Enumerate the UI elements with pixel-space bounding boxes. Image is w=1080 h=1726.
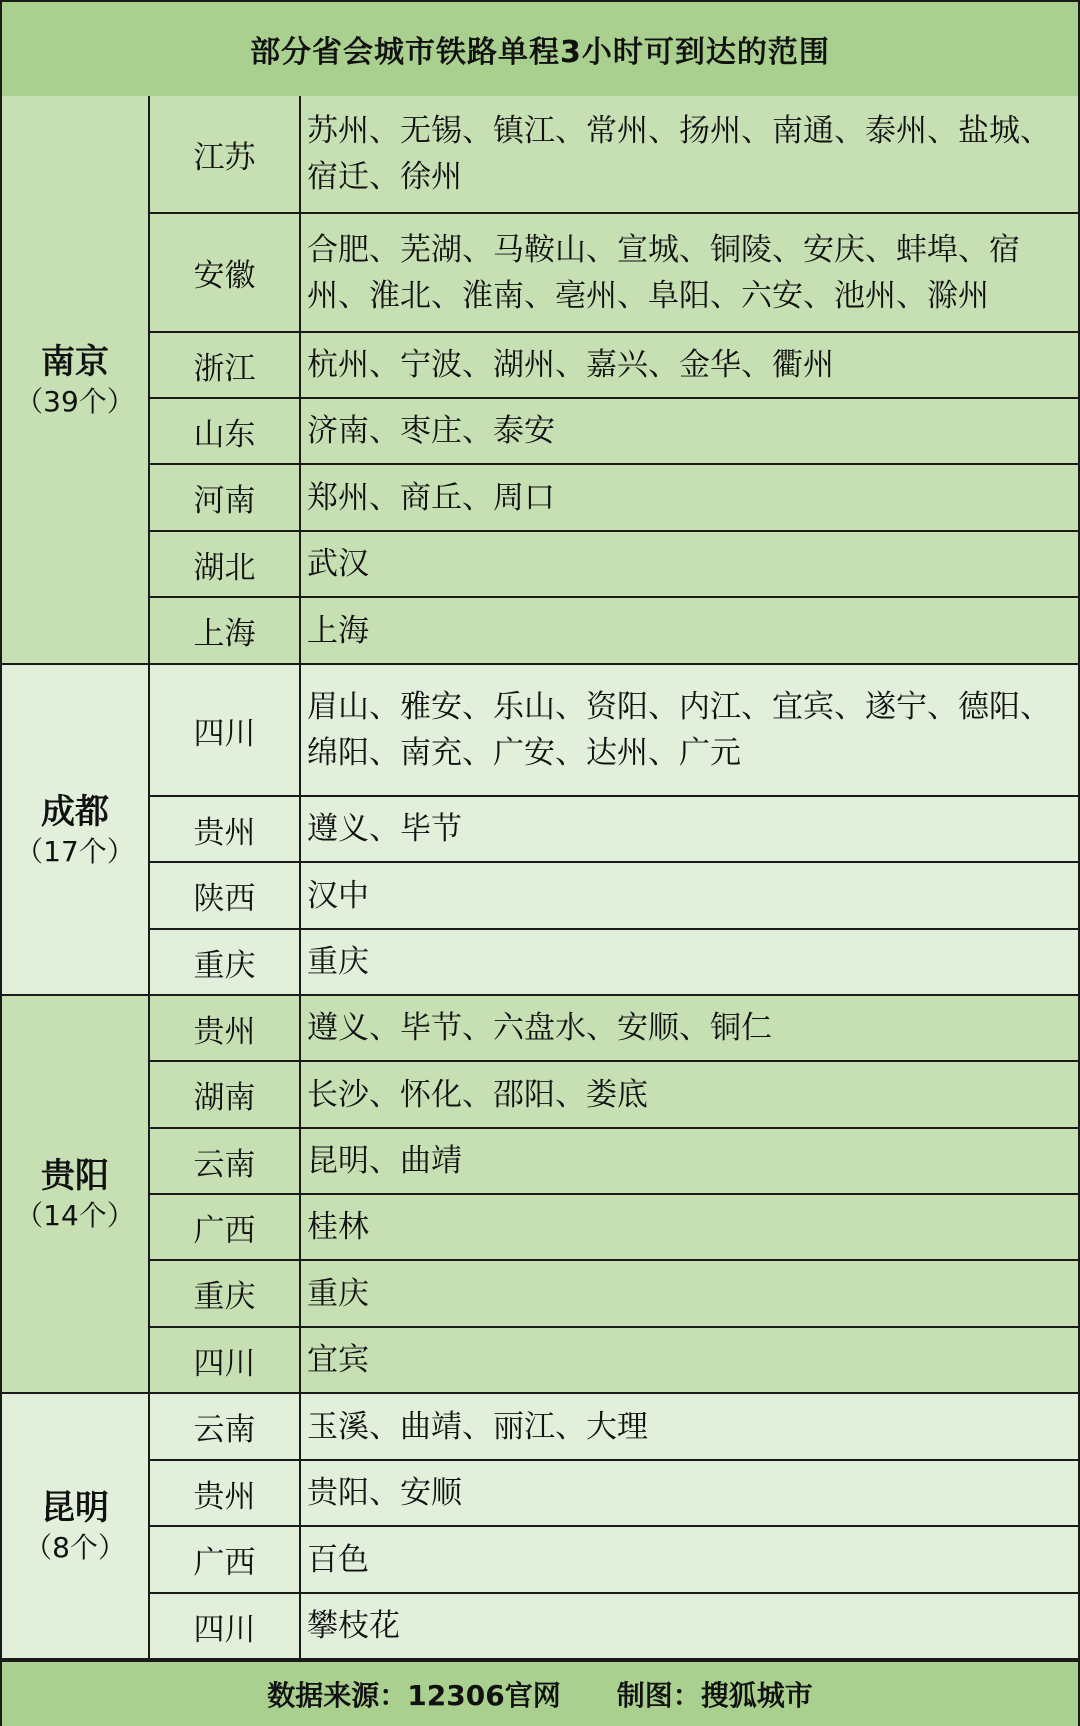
city-list-cell: 遵义、毕节 bbox=[301, 797, 1078, 863]
province-cell: 上海 bbox=[150, 598, 301, 665]
province-cell: 四川 bbox=[150, 1328, 301, 1394]
hub-name: 南京 bbox=[41, 341, 109, 382]
city-list-cell: 重庆 bbox=[301, 930, 1078, 996]
city-list-cell: 长沙、怀化、邵阳、娄底 bbox=[301, 1062, 1078, 1129]
province-cell: 湖北 bbox=[150, 532, 301, 598]
province-cell: 贵州 bbox=[150, 996, 301, 1062]
city-list-cell: 合肥、芜湖、马鞍山、宣城、铜陵、安庆、蚌埠、宿州、淮北、淮南、亳州、阜阳、六安、池州、滁州 bbox=[301, 214, 1078, 333]
table-footer bbox=[2, 1660, 1078, 1726]
province-cell: 贵州 bbox=[150, 1461, 301, 1527]
province-cell: 重庆 bbox=[150, 1261, 301, 1328]
city-list-cell: 桂林 bbox=[301, 1195, 1078, 1261]
city-list-cell: 宜宾 bbox=[301, 1328, 1078, 1394]
hub-cell-guiyang bbox=[2, 996, 150, 1394]
city-list-cell: 玉溪、曲靖、丽江、大理 bbox=[301, 1394, 1078, 1461]
city-list-cell: 攀枝花 bbox=[301, 1594, 1078, 1660]
province-cell: 河南 bbox=[150, 465, 301, 532]
city-list-cell: 济南、枣庄、泰安 bbox=[301, 399, 1078, 465]
city-list-cell: 上海 bbox=[301, 598, 1078, 665]
hub-cell-nanjing bbox=[2, 96, 150, 665]
city-list-cell: 眉山、雅安、乐山、资阳、内江、宜宾、遂宁、德阳、绵阳、南充、广安、达州、广元 bbox=[301, 665, 1078, 797]
city-list-cell: 苏州、无锡、镇江、常州、扬州、南通、泰州、盐城、宿迁、徐州 bbox=[301, 96, 1078, 214]
city-list-cell: 杭州、宁波、湖州、嘉兴、金华、衢州 bbox=[301, 333, 1078, 399]
hub-count: （14个） bbox=[15, 1199, 135, 1232]
data-source-note: 数据来源：12306官网 bbox=[267, 1679, 561, 1712]
city-list-cell: 昆明、曲靖 bbox=[301, 1129, 1078, 1195]
province-cell: 云南 bbox=[150, 1394, 301, 1461]
province-cell: 陕西 bbox=[150, 863, 301, 930]
province-cell: 云南 bbox=[150, 1129, 301, 1195]
province-cell: 浙江 bbox=[150, 333, 301, 399]
province-cell: 山东 bbox=[150, 399, 301, 465]
hub-cell-kunming bbox=[2, 1394, 150, 1660]
province-cell: 四川 bbox=[150, 665, 301, 797]
city-list-cell: 武汉 bbox=[301, 532, 1078, 598]
city-list-cell: 遵义、毕节、六盘水、安顺、铜仁 bbox=[301, 996, 1078, 1062]
hub-name: 昆明 bbox=[41, 1488, 109, 1528]
province-cell: 江苏 bbox=[150, 96, 301, 214]
chart-credit-note: 制图：搜狐城市 bbox=[616, 1679, 813, 1712]
table-title: 部分省会城市铁路单程3小时可到达的范围 bbox=[2, 2, 1078, 98]
hub-cell-chengdu bbox=[2, 665, 150, 996]
city-list-cell: 郑州、商丘、周口 bbox=[301, 465, 1078, 532]
province-cell: 贵州 bbox=[150, 797, 301, 863]
hub-name: 贵阳 bbox=[41, 1156, 109, 1196]
hub-count: （8个） bbox=[24, 1531, 126, 1564]
hub-name: 成都 bbox=[41, 791, 109, 832]
hub-count: （17个） bbox=[15, 834, 135, 868]
province-cell: 广西 bbox=[150, 1195, 301, 1261]
city-list-cell: 汉中 bbox=[301, 863, 1078, 930]
province-cell: 安徽 bbox=[150, 214, 301, 333]
province-cell: 重庆 bbox=[150, 930, 301, 996]
city-list-cell: 贵阳、安顺 bbox=[301, 1461, 1078, 1527]
province-cell: 广西 bbox=[150, 1527, 301, 1594]
city-list-cell: 重庆 bbox=[301, 1261, 1078, 1328]
province-cell: 四川 bbox=[150, 1594, 301, 1660]
hub-count: （39个） bbox=[15, 384, 135, 418]
province-cell: 湖南 bbox=[150, 1062, 301, 1129]
city-list-cell: 百色 bbox=[301, 1527, 1078, 1594]
